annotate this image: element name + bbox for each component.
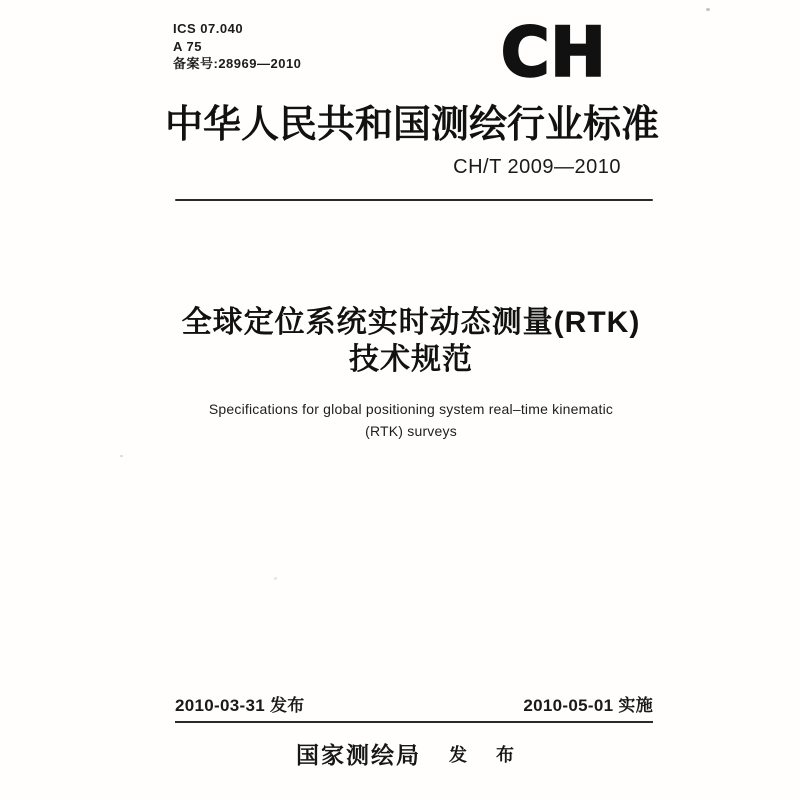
document-subtitle-line2: (RTK) surveys xyxy=(365,423,457,439)
document-title-line1: 全球定位系统实时动态测量(RTK) xyxy=(181,306,641,339)
header-divider-line xyxy=(175,199,653,201)
issue-date: 2010-03-31 发布 xyxy=(175,696,305,715)
classification-code: A 75 xyxy=(173,38,202,54)
standard-category-title: 中华人民共和国测绘行业标准 xyxy=(165,104,660,146)
document-title-line2: 技术规范 xyxy=(349,343,473,376)
footer-dates-row xyxy=(175,691,653,723)
record-number: 备案号:28969—2010 xyxy=(173,56,302,71)
publisher-name: 国家测绘局 xyxy=(295,742,421,768)
publish-action-label: 发 布 xyxy=(448,745,526,765)
scan-speckle xyxy=(706,8,710,11)
standard-number: CH/T 2009—2010 xyxy=(453,156,621,178)
document-meta-block xyxy=(173,20,301,73)
scan-speckle xyxy=(120,455,123,457)
implementation-date: 2010-05-01 实施 xyxy=(523,696,653,715)
publisher-row xyxy=(165,737,657,770)
document-subtitle-english xyxy=(165,398,657,442)
ics-code: ICS 07.040 xyxy=(173,21,244,36)
document-subtitle-line1: Specifications for global positioning system real–time kinematic xyxy=(208,401,614,417)
scan-speckle xyxy=(274,577,277,580)
document-title xyxy=(165,304,657,378)
ch-logo: CH xyxy=(501,13,607,92)
